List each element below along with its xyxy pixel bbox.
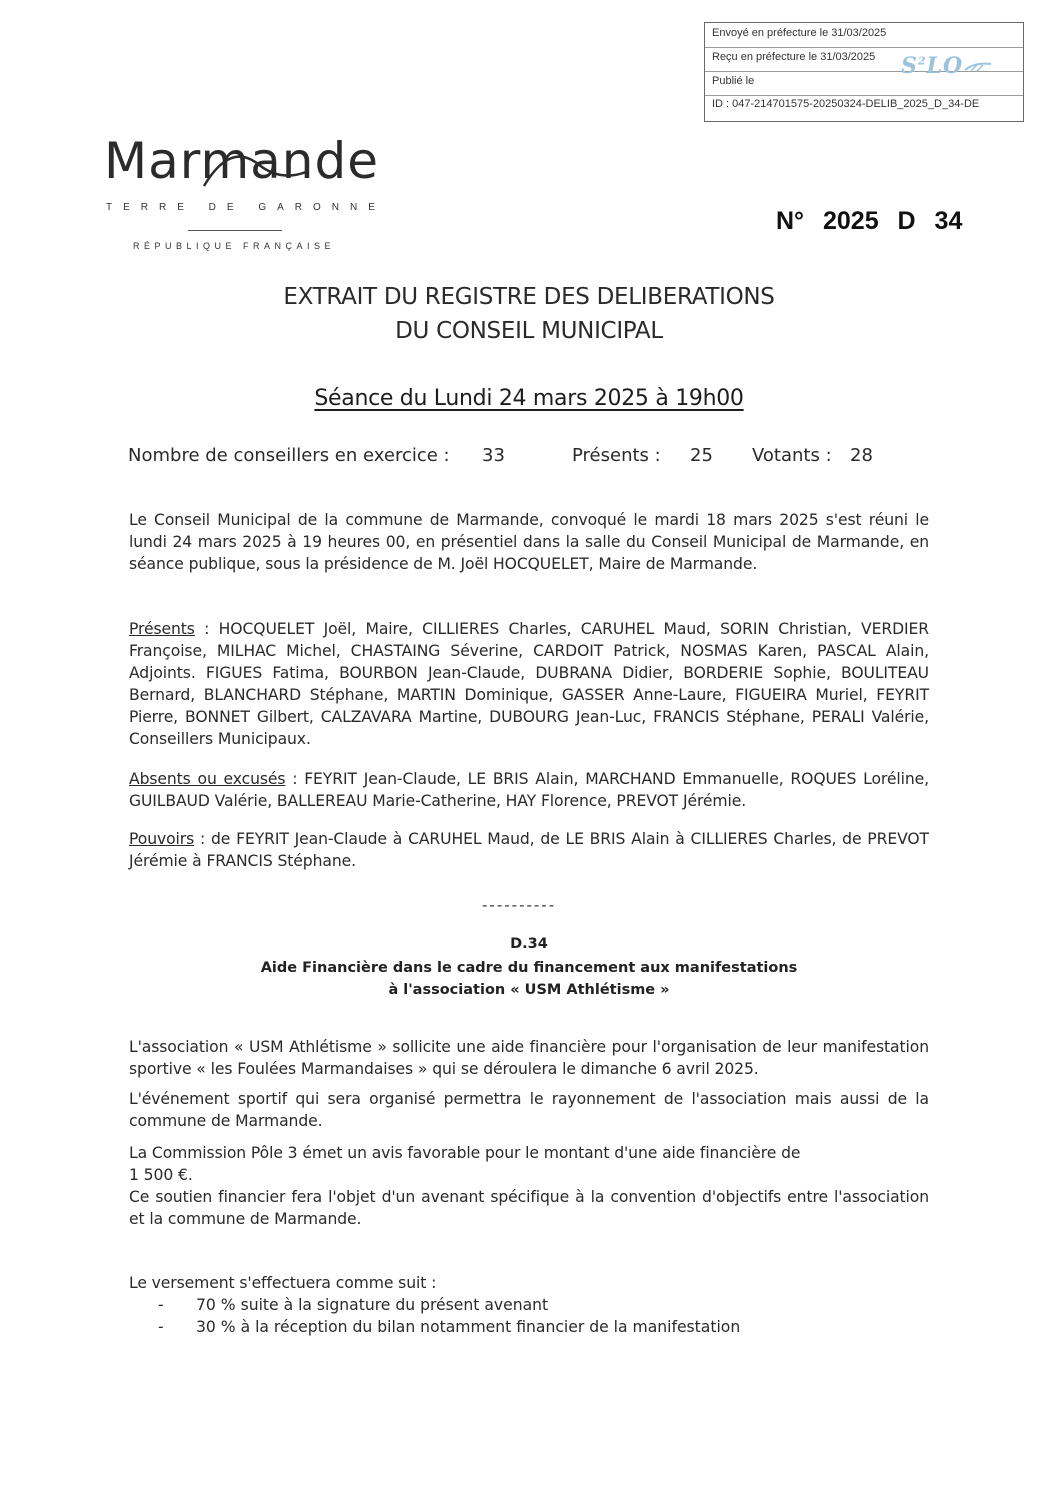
- slo-swoosh-icon: [963, 60, 993, 74]
- body-paragraph-3a: La Commission Pôle 3 émet un avis favorable pour le montant d'une aide financière de: [129, 1144, 801, 1162]
- slo-logo: $S^2LO$: [901, 53, 993, 79]
- body-paragraph-2: L'événement sportif qui sera organisé permettra le rayonnement de l'association mais aussi de la commune de Marmande.: [129, 1090, 929, 1130]
- pouvoirs-label: Pouvoirs: [129, 830, 195, 848]
- absents-paragraph: [129, 768, 929, 812]
- body-paragraph-4: Le versement s'effectuera comme suit :: [129, 1274, 437, 1292]
- list-bullet: -: [158, 1318, 164, 1336]
- presents-label: Présents: [129, 620, 195, 638]
- deliberation-title-line1: Aide Financière dans le cadre du financement aux manifestations: [260, 960, 798, 976]
- list-item-text: 30 % à la réception du bilan notamment financier de la manifestation: [196, 1318, 741, 1336]
- absents-label: Absents ou excusés: [129, 770, 286, 788]
- stamp-id: ID : 047-214701575-20250324-DELIB_2025_D_34-DE: [712, 98, 980, 110]
- deliberation-number: N° 2025 D 34: [776, 207, 963, 235]
- presents-list: : HOCQUELET Joël, Maire, CILLIERES Charles, CARUHEL Maud, SORIN Christian, VERDIER Françoise, MILHAC Michel, CHASTAING Séverine, CARDOIT Patrick, NOSMAS Karen, PASCAL Alain, Adjoints. FIGUES Fatima, BOURBON Jean-Claude, DUBRANA Didier, BORDERIE Sophie, BOULITEAU Bernard, BLANCHARD Stéphane, MARTIN Dominique, GASSER Anne-Laure, FIGUEIRA Muriel, FEYRIT Pierre, BONNET Gilbert, CALZAVARA Martine, DUBOURG Jean-Luc, FRANCIS Stéphane, PERALI Valérie, Conseillers Municipaux.: [129, 620, 929, 748]
- stamp-recu: Reçu en préfecture le 31/03/2025: [712, 51, 876, 63]
- presents-count-label: Présents :: [572, 445, 661, 466]
- presents-count-value: 25: [690, 445, 713, 466]
- intro-paragraph: Le Conseil Municipal de la commune de Marmande, convoqué le mardi 18 mars 2025 s'est réuni le lundi 24 mars 2025 à 19 heures 00, en présentiel dans la salle du Conseil Municipal de Marmande, en séance publique, sous la présidence de M. Joël HOCQUELET, Maire de Marmande.: [129, 511, 929, 573]
- stamp-divider: [705, 95, 1023, 96]
- logo-divider: [188, 230, 282, 231]
- votants-label: Votants :: [752, 445, 832, 466]
- list-item: [158, 1294, 740, 1316]
- logo-republique: RÉPUBLIQUE FRANÇAISE: [133, 241, 336, 251]
- list-item-text: 70 % suite à la signature du présent avenant: [196, 1296, 549, 1314]
- logo-tagline: TERRE DE GARONNE: [106, 202, 386, 213]
- body-paragraph-3: [129, 1142, 929, 1230]
- body-paragraph-3c: Ce soutien financier fera l'objet d'un avenant spécifique à la convention d'objectifs entre l'association et la commune de Marmande.: [129, 1188, 929, 1228]
- list-bullet: -: [158, 1296, 164, 1314]
- section-separator: ----------: [482, 896, 557, 914]
- exercice-label: Nombre de conseillers en exercice :: [128, 445, 450, 466]
- absents-list: : FEYRIT Jean-Claude, LE BRIS Alain, MARCHAND Emmanuelle, ROQUES Loréline, GUILBAUD Valérie, BALLEREAU Marie-Catherine, HAY Florence, PREVOT Jérémie.: [129, 770, 929, 810]
- stamp-publie: Publié le: [712, 75, 755, 87]
- page-title-line2: DU CONSEIL MUNICIPAL: [395, 318, 663, 344]
- pouvoirs-paragraph: [129, 828, 929, 872]
- deliberation-code: D.34: [510, 936, 548, 952]
- body-paragraph-1: L'association « USM Athlétisme » sollicite une aide financière pour l'organisation de leur manifestation sportive « les Foulées Marmandaises » qui se déroulera le dimanche 6 avril 2025.: [129, 1038, 929, 1078]
- pouvoirs-list: : de FEYRIT Jean-Claude à CARUHEL Maud, de LE BRIS Alain à CILLIERES Charles, de PREVOT Jérémie à FRANCIS Stéphane.: [129, 830, 929, 870]
- logo-wordmark: Marmande: [104, 132, 379, 190]
- stamp-envoye: Envoyé en préfecture le 31/03/2025: [712, 27, 887, 39]
- payment-list: [158, 1294, 740, 1338]
- logo-swoosh-icon: [200, 142, 310, 192]
- votants-value: 28: [850, 445, 873, 466]
- page-title-line1: EXTRAIT DU REGISTRE DES DELIBERATIONS: [283, 284, 775, 310]
- seance-date: Séance du Lundi 24 mars 2025 à 19h00: [314, 386, 744, 411]
- presents-paragraph: [129, 618, 929, 750]
- deliberation-title-line2: à l'association « USM Athlétisme »: [388, 982, 670, 998]
- marmande-logo: [104, 132, 386, 213]
- prefecture-stamp: [704, 22, 1024, 122]
- stamp-divider: [705, 47, 1023, 48]
- list-item: [158, 1316, 740, 1338]
- body-amount: 1 500 €.: [129, 1166, 193, 1184]
- exercice-value: 33: [482, 445, 505, 466]
